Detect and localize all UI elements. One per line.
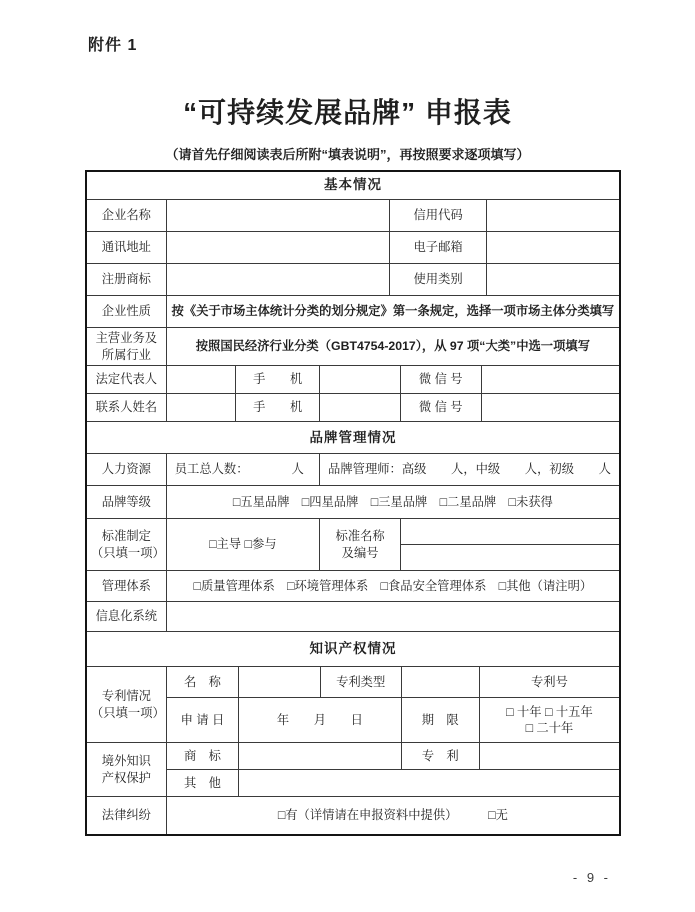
patent-term-options-line1: □ 十年 □ 十五年 xyxy=(506,704,593,719)
overseas-trademark-value-cell xyxy=(238,743,400,769)
company-nature-instruction: 按《关于市场主体统计分类的划分规定》第一条规定，选择一项市场主体分类填写 xyxy=(166,296,619,327)
hr-total-employees: 员工总人数： 人 xyxy=(166,454,319,485)
page-subtitle: （请首先仔细阅读表后所附“填表说明”，再按照要求逐项填写） xyxy=(165,147,530,162)
standard-name-label xyxy=(319,519,400,570)
patent-label-line2: （只填一项） xyxy=(91,705,165,720)
company-nature-label: 企业性质 xyxy=(101,304,151,319)
info-system-value-cell xyxy=(166,602,619,631)
standard-label-line2: （只填一项） xyxy=(91,545,165,560)
credit-code-label: 信用代码 xyxy=(389,200,486,231)
standard-name-label-line1: 标准名称 xyxy=(335,529,385,544)
overseas-trademark-row xyxy=(166,743,619,769)
contact-mobile-value-cell xyxy=(319,394,400,421)
patent-term-checkbox-options xyxy=(479,698,619,742)
overseas-ip-label-line2: 产权保护 xyxy=(101,770,151,785)
overseas-ip-detail-area xyxy=(166,743,619,796)
legal-dispute-label: 法律纠纷 xyxy=(101,808,151,823)
table-row-address xyxy=(87,231,619,263)
patent-name-value-cell xyxy=(238,667,320,697)
overseas-ip-label xyxy=(87,743,166,796)
standard-checkbox-options: □主导 □参与 xyxy=(166,519,319,570)
patent-label xyxy=(87,667,166,742)
table-row-legal-rep xyxy=(87,365,619,393)
legal-rep-label: 法定代表人 xyxy=(95,372,158,387)
management-system-checkbox-options: □质量管理体系 □环境管理体系 □食品安全管理体系 □其他（请注明） xyxy=(166,571,619,601)
main-business-instruction: 按照国民经济行业分类（GBT4754-2017），从 97 项“大类”中选一项填写 xyxy=(166,328,619,365)
section-header-ip: 知识产权情况 xyxy=(309,641,397,657)
legal-rep-mobile-label: 手 机 xyxy=(235,366,319,393)
address-label: 通讯地址 xyxy=(101,240,151,255)
patent-detail-area xyxy=(166,667,619,742)
brand-grade-label: 品牌等级 xyxy=(101,494,151,509)
trademark-label: 注册商标 xyxy=(101,272,151,287)
main-business-label-line2: 所属行业 xyxy=(101,347,151,362)
legal-rep-mobile-value-cell xyxy=(319,366,400,393)
legal-rep-value-cell xyxy=(166,366,236,393)
section-header-row-brand xyxy=(87,421,619,453)
patent-name-label: 名 称 xyxy=(166,667,239,697)
legal-rep-wechat-label: 微 信 号 xyxy=(400,366,481,393)
patent-number-label: 专利号 xyxy=(479,667,619,697)
patent-type-value-cell xyxy=(401,667,479,697)
email-value-cell xyxy=(486,232,619,263)
section-header-row-basic xyxy=(87,172,619,199)
brand-grade-checkbox-options: □五星品牌 □四星品牌 □三星品牌 □二星品牌 □未获得 xyxy=(166,486,619,518)
page-title: “可持续发展品牌” 申报表 xyxy=(183,97,512,128)
patent-type-label: 专利类型 xyxy=(320,667,401,697)
table-row-standard xyxy=(87,518,619,570)
overseas-other-value-cell xyxy=(238,770,619,796)
table-row-main-business xyxy=(87,327,619,365)
table-row-brand-grade xyxy=(87,485,619,518)
main-business-label-line1: 主营业务及 xyxy=(95,331,158,345)
patent-apply-date-label: 申 请 日 xyxy=(166,698,239,742)
patent-apply-row xyxy=(166,697,619,742)
overseas-patent-label: 专 利 xyxy=(401,743,479,769)
address-value-cell xyxy=(166,232,389,263)
legal-dispute-checkbox-options: □有（详情请在申报资料中提供） □无 xyxy=(166,797,619,834)
table-row-company-name xyxy=(87,199,619,231)
hr-brand-managers: 品牌管理师：高级 人，中级 人，初级 人 xyxy=(319,454,619,485)
table-row-hr xyxy=(87,453,619,485)
attachment-label: 附件 1 xyxy=(88,37,138,54)
standard-name-value-cell-2 xyxy=(400,545,619,570)
patent-term-options-line2: □ 二十年 xyxy=(525,721,574,736)
overseas-other-label: 其 他 xyxy=(166,770,239,796)
table-row-management-system xyxy=(87,570,619,601)
contact-mobile-label: 手 机 xyxy=(235,394,319,421)
table-row-info-system xyxy=(87,601,619,631)
standard-label-line1: 标准制定 xyxy=(101,529,151,544)
standard-label xyxy=(87,519,166,570)
trademark-value-cell xyxy=(166,264,389,295)
legal-rep-wechat-value-cell xyxy=(481,366,619,393)
patent-label-line1: 专利情况 xyxy=(101,689,151,704)
section-header-row-ip xyxy=(87,631,619,666)
main-business-label xyxy=(87,328,166,365)
section-header-basic: 基本情况 xyxy=(324,177,382,193)
usage-category-value-cell xyxy=(486,264,619,295)
standard-name-value-cell-1 xyxy=(400,519,619,544)
company-name-value-cell xyxy=(166,200,389,231)
standard-name-value-area xyxy=(400,519,619,570)
table-row-legal-dispute xyxy=(87,796,619,834)
page-number: - 9 - xyxy=(572,870,611,885)
overseas-trademark-label: 商 标 xyxy=(166,743,239,769)
standard-name-value-row2 xyxy=(400,544,619,570)
info-system-label: 信息化系统 xyxy=(95,609,158,624)
application-form-table xyxy=(85,170,621,836)
overseas-patent-value-cell xyxy=(479,743,619,769)
overseas-other-row xyxy=(166,769,619,796)
company-name-label: 企业名称 xyxy=(101,208,151,223)
overseas-ip-label-line1: 境外知识 xyxy=(101,754,151,769)
contact-name-value-cell xyxy=(166,394,236,421)
contact-wechat-label: 微 信 号 xyxy=(400,394,481,421)
section-header-brand: 品牌管理情况 xyxy=(309,429,397,445)
patent-name-row xyxy=(166,667,619,697)
hr-label: 人力资源 xyxy=(101,462,151,477)
usage-category-label: 使用类别 xyxy=(389,264,486,295)
email-label: 电子邮箱 xyxy=(389,232,486,263)
contact-name-label: 联系人姓名 xyxy=(95,400,158,415)
patent-term-label: 期 限 xyxy=(401,698,479,742)
management-system-label: 管理体系 xyxy=(101,578,151,593)
table-row-contact xyxy=(87,393,619,421)
contact-wechat-value-cell xyxy=(481,394,619,421)
standard-name-value-row1 xyxy=(400,519,619,544)
table-row-patent-group xyxy=(87,666,619,742)
credit-code-value-cell xyxy=(486,200,619,231)
table-row-company-nature xyxy=(87,295,619,327)
table-row-overseas-group xyxy=(87,742,619,796)
standard-name-label-line2: 及编号 xyxy=(341,545,379,560)
table-row-trademark xyxy=(87,263,619,295)
patent-apply-date-format: 年 月 日 xyxy=(238,698,400,742)
